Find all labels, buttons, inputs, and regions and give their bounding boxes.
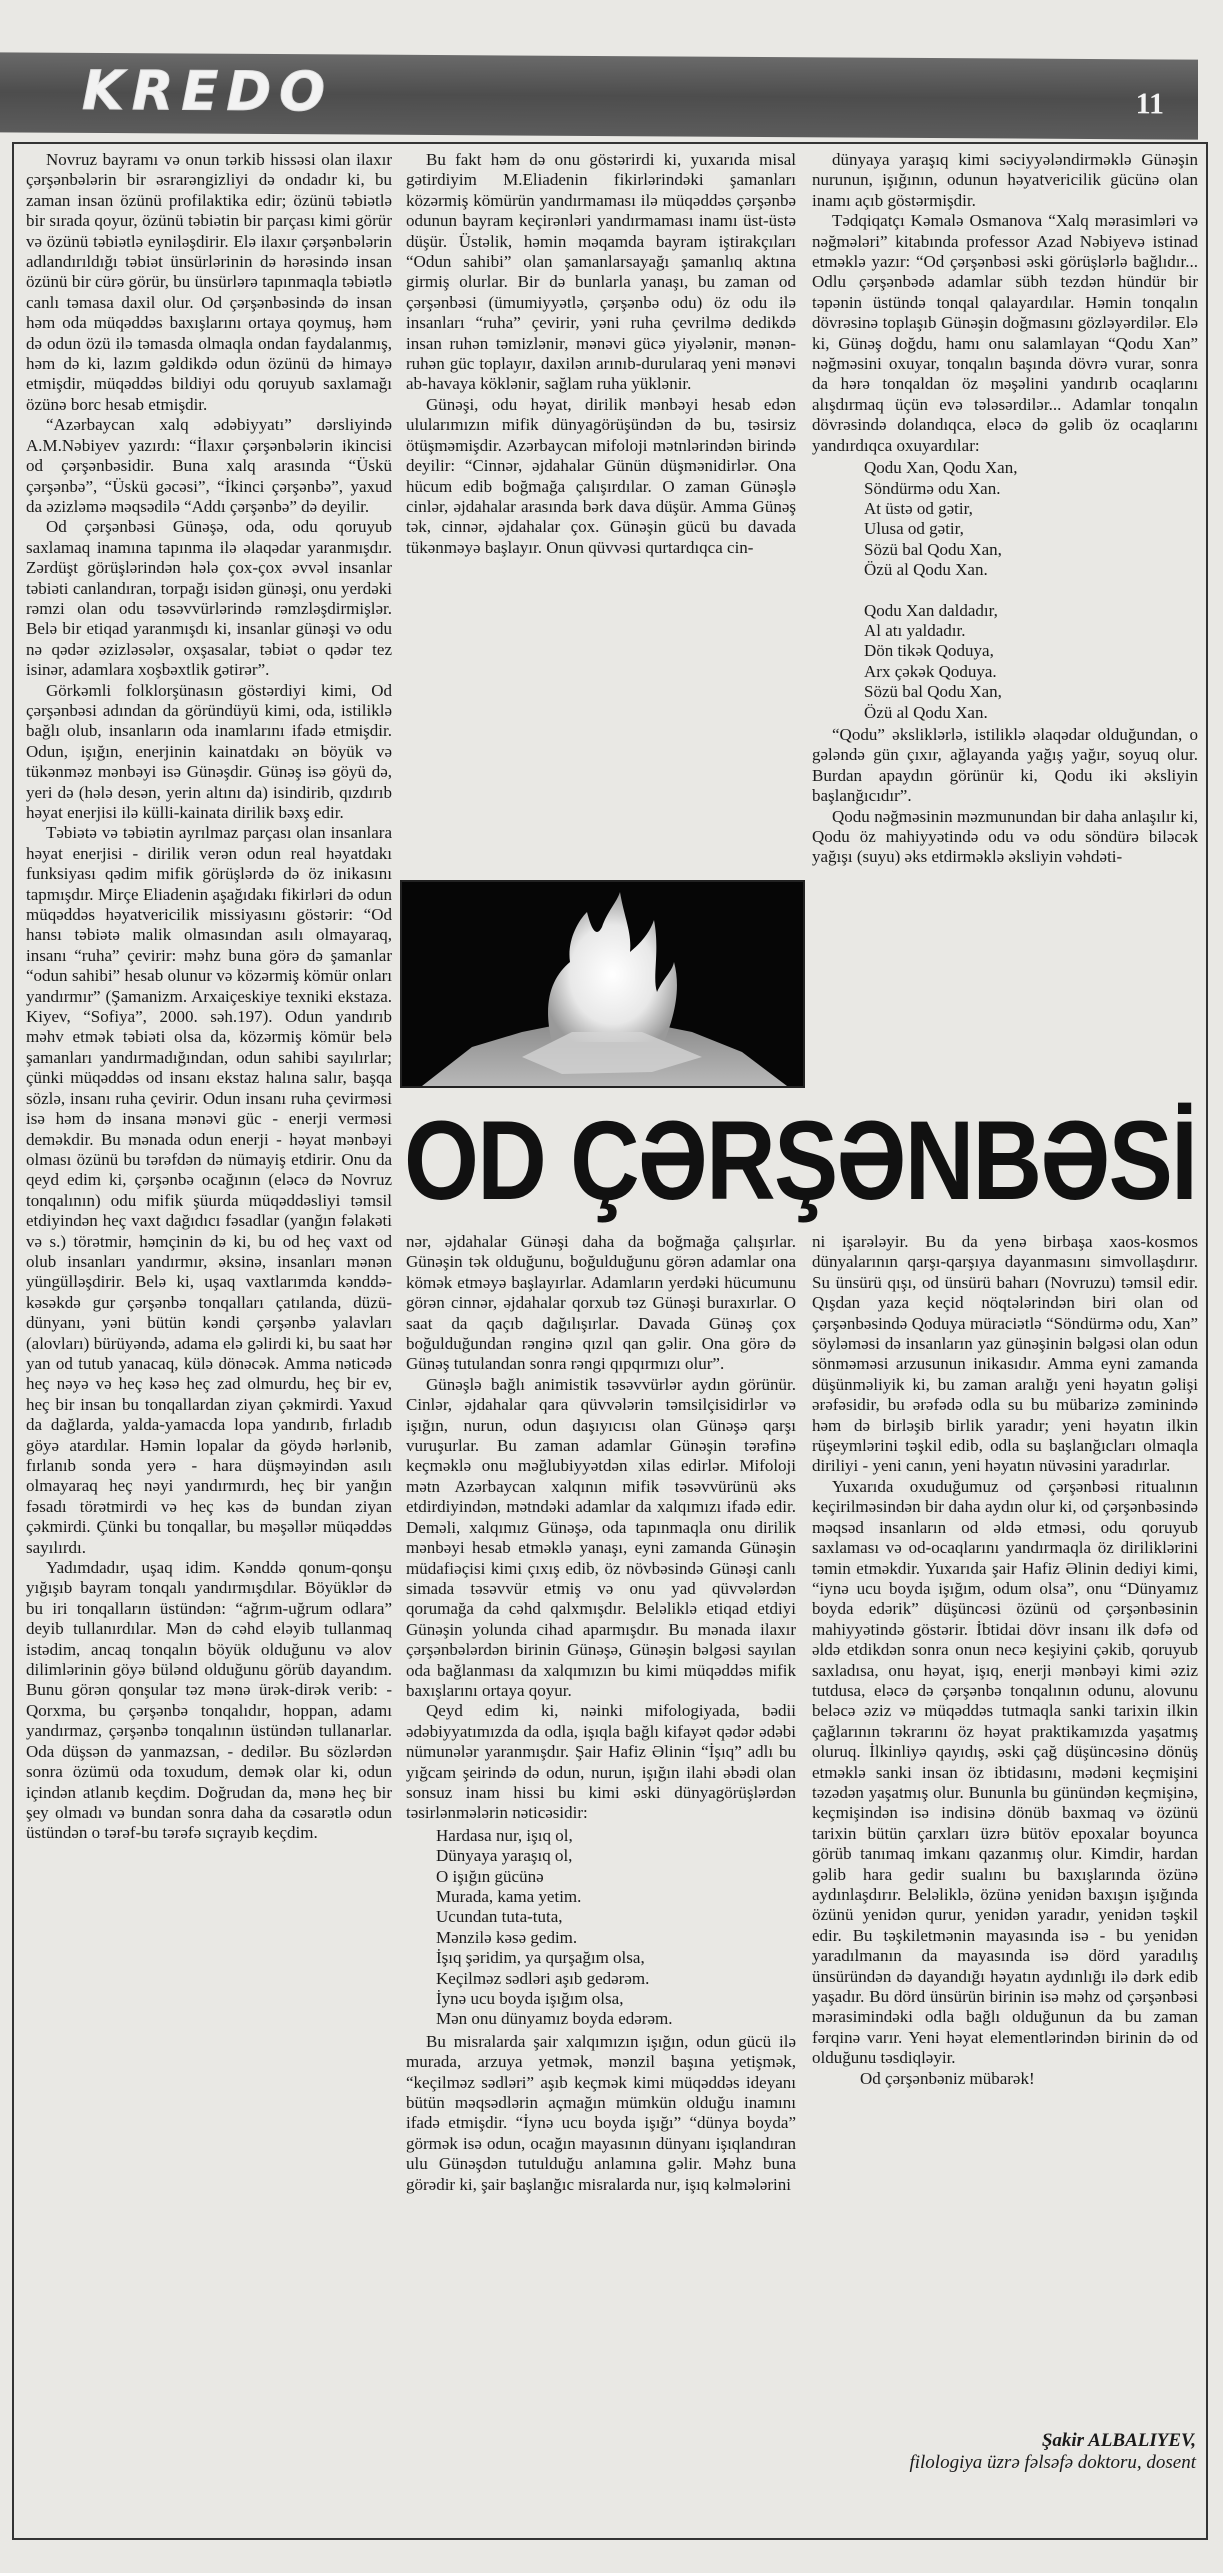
poem-line: Mən onu dünyamız boyda edərəm. [436,2009,673,2029]
fire-image [402,882,803,1086]
poem-line: Qodu Xan daldadır, [864,600,998,620]
paragraph: Tədqiqatçı Kəmalə Osmanova “Xalq mərasimləri və nəğmələri” kitabında professor Azad Nəbiyevə istinad etməklə yazır: “Od çərşənbəsi əski görüşlərlə bağlıdır... Odlu çərşənbədə adamlar sübh tezdən hündür bir təpənin üstündə tonqal qalayardılar. Həmin tonqalın dövrəsinə toplaşıb Günəşin doğmasını gözləyərdilər. Elə ki, Günəş doğdu, hamı onu salamlayan “Qodu Xan” nəğməsini oxuyar, tonqalın başında dövrə vurar, sonra da hərə tonqaldan öz məşəlini yandırıb ocaqlarını alışdırmaq üçün evə tələsərdilər... Adamlar tonqalın dövrəsində dolandıqca, eləcə də gəlib öz ocaqlarını yandırdıqca oxuyardılar: [812,211,1198,455]
author-title: filologiya üzrə fəlsəfə doktoru, dosent [909,2452,1196,2473]
article-column-right-bottom [812,1232,1198,2427]
section-masthead [0,52,1198,139]
paragraph: Od çərşənbəsi Günəşə, oda, odu qoruyub saxlamaq inamına tapınma ilə əlaqədar yaranmışdır. Zərdüşt görüşlərindən hələ çox-çox əvvəl insanlar təbiəti canlandıran, torpağı isidən günəşi, onu yerdəki rəmzi olan odu təsəvvürlərində rəmzləşdirmişlər. Belə bir etiqad yaranmışdı ki, insanlar günəşi və odu nə qədər əzizləsələr, oxşasalar, təbiət o qədər tez isinər, adamlara xoşbəxtlik gətirər”. [26,517,392,680]
closing-greeting: Od çərşənbəniz mübarək! [860,2068,1035,2088]
poem-line: Al atı yaldadır. [864,620,966,640]
paragraph: ni işarələyir. Bu da yenə birbaşa xaos-kosmos dünyalarının qarşı-qarşıya dayanmasını simvollaşdırır. Su ünsürü qışı, od ünsürü baharı (Novruzu) təmsil edir. Qışdan yaza keçid nöqtələrindən biri olan od çərşənbəsində Qoduya müraciətlə “Söndürmə odu, Xan” söyləməsi də insanların yaz günəşinin bəlgəsi olan odun sönməməsi arzusunun inikasıdır. Amma eyni zamanda düşünməliyik ki, bu zaman aralığı yeni həyatın gəlişi ərəfəsidir, bu ərəfədə odla su bu mübarizə zəminində həm də birləşib birlik yaradır; yeni həyatın ilkin rüşeymlərini təşkil edib, odla su başlanğıcları olmaqla diriliyi - yeni canın, yeni həyatın nüvəsini yaradırlar. [812,1232,1198,1476]
author-name: Şakir ALBALIYEV, [1041,2430,1196,2451]
poem-line: Dünyaya yaraşıq ol, [436,1846,573,1866]
paragraph: “Azərbaycan xalq ədəbiyyatı” dərsliyində A.M.Nəbiyev yazırdı: “İlaxır çərşənbələrin ikincisi od çərşənbəsidir. Buna xalq arasında “Üskü çərşənbə”, “Üskü gəcəsi”, “İkinci çərşənbə”, yaxud da əzizləmə məqsədilə “Addı çərşənbə” də deyilir. [26,415,392,516]
poem-line: Özü al Qodu Xan. [864,702,988,722]
poem-line: Dön tikək Qoduya, [864,641,994,661]
article-column-middle-bottom [406,1232,796,2532]
poem-line: O işığın gücünə [436,1866,544,1886]
poem-line: Sözü bal Qodu Xan, [864,539,1002,559]
paragraph: Novruz bayramı və onun tərkib hissəsi olan ilaxır çərşənbələrin bir əsrarəngizliyi də ondadır ki, bu zaman insan özünü profilaktika edir; özünü təbiətlə bir sırada qoyur, özünü təbiətin bir parçası kimi görür və özünü təbiətlə eyniləşdirir. Elə ilaxır çərşənbələrin adlandırıldığı təbiət ünsürlərinin də hərəsində insan özünü bir cürə görür, bu ünsürlərə tapınmaqla təbiətlə canlı təmasa daxil olur. Od çərşənbəsində də insan həm oda müqəddəs baxışlarını ortaya qoymuş, həm də odun özü ilə təmasda olmaqla ondan faydalanmış, həm də ki, lazım gəldikdə odun özünü də himayə etmişdir, müqəddəs bildiyi odu qoruyub saxlamağı özünə borc hesab etmişdir. [26,150,392,414]
paragraph: Günəşi, odu həyat, dirilik mənbəyi hesab edən ulularımızın mifik dünyagörüşündən də bu, təsirsiz ötüşməmişdir. Azərbaycan mifoloji mətnlərindən birində deyilir: “Cinnər, əjdahalar Günün düşmənidirlər. Ona hücum edib boğmağa çalışırdılar. O zaman Günəşlə cinlər, əjdahalar arasında bərk dava düşür. Amma Günəş tək, cinnər, əjdahalar çox. Günəşin gücü bu davada tükənməyə başlayır. Onun qüvvəsi qurtardıqca cin- [406,394,796,557]
poem-line: Keçilməz sədləri aşıb gedərəm. [436,1968,650,1988]
poem-line: Ulusa od gətir, [864,519,964,539]
poem-line: Hardasa nur, işıq ol, [436,1825,573,1845]
paragraph: dünyaya yaraşıq kimi səciyyələndirməklə Günəşin nurunun, işığının, odunun həyatvericilik gücünə olan inamı açıb göstərmişdir. [812,150,1198,210]
poem-line: Özü al Qodu Xan. [864,560,988,580]
poem-stanza [864,601,1198,723]
paragraph: Qodu nəğməsinin məzmunundan bir daha anlaşılır ki, Qodu öz mahiyyətində odu və odu söndürə biləcək yağışı (suyu) əks etdirməklə əksliyin vəhdəti- [812,806,1198,867]
bonfire-photo [400,880,805,1088]
poem [436,1826,796,2030]
poem-line: Ucundan tuta-tuta, [436,1907,563,1927]
article-column-middle-top [406,150,796,875]
poem-line: At üstə od gətir, [864,498,973,518]
poem-line: İynə ucu boyda işığım olsa, [436,1989,624,2009]
paragraph: Bu misralarda şair xalqımızın işığın, odun gücü ilə murada, arzuya yetmək, mənzil başına yetişmək, “keçilməz sədləri” aşıb keçmək kimi müqəddəs ideyanı bütün məqsədlərin açmağın mümkün olduğu inamını ifadə etmişdir. “İynə ucu boyda işığı” “dünya boyda” görmək isə odun, ocağın mayasının dünyanı işıqlandıran ulu Günəşdən tutulduğu anlamına gəlir. Məhz buna görədir ki, şair başlanğıc misralarda nur, işıq kəlmələrini [406,2031,796,2194]
poem-line: Mənzilə kəsə gedim. [436,1927,578,1947]
poem-line: Söndürmə odu Xan. [864,478,1001,498]
paragraph: Bu fakt həm də onu göstərirdi ki, yuxarıda misal gətirdiyim M.Eliadenin fikirlərindəki şamanları közərmiş kömürün yandırmaması ilə müqəddəs çərşənbə odunun bayram keçirənləri yandırmaması inamı üst-üstə düşür. Üstəlik, həmin məqamda bayram iştirakçıları “Odun sahibi” olan şamanlarsayağı şamanlıq aktına girmiş olurlar. Bir də bunlarla yanaşı, bu zaman od çərşənbəsi (ümumiyyətlə, çərşənbə odu) öz odu ilə insanları “ruha” çevirir, yəni ruha çevrilmə dedikdə insan ruhən təmizlənir, mənəvi gücə yiyələnir, mənən-ruhən güc toplayır, daxilən arınıb-durularaq yeni mənəvi ab-havaya köklənir, sağlam ruha yüklənir. [406,150,796,394]
article-column-right-top [812,150,1198,1095]
paragraph: Görkəmli folklorşünasın göstərdiyi kimi, Od çərşənbəsi adından da göründüyü kimi, oda, istiliklə bağlı olub, insanların oda inamlarını ifadə etmişdir. Odun, işığın, enerjinin kainatdakı ən böyük və tükənməz mənbəyi isə Günəşdir. Günəş isə göyü də, yeri də (hələ desən, yerin altını da) isindirib, qızdırıb həyat enerjisi ilə külli-kainata dirilik bəxş edir. [26,680,392,822]
poem-line: Qodu Xan, Qodu Xan, [864,458,1018,478]
article-column-left [26,150,392,2535]
section-title: KREDO [82,58,334,124]
poem-stanza [864,458,1198,580]
paragraph: Yuxarıda oxuduğumuz od çərşənbəsi ritualının keçirilməsindən bir daha aydın olur ki, od çərşənbəsində məqsəd insanların od əldə etməsi, odu qoruyub saxlaması və od-ocaqlarını yandırmaqla öz diriliklərini təmin etməkdir. Yuxarıda şair Hafiz Əlinin dediyi kimi, “iynə ucu boyda işığım, odum olsa”, onu “Dünyamız boyda edərik” düşüncəsi özünü od çərşənbəsinin mahiyyətində göstərir. İbtidai dövr insanı ilk dəfə od əldə etdikdən sonra onun necə keşiyini çəkib, qoruyub saxladısa, onu həyat, işıq, enerji mənbəyi kimi əziz tutdusa, eləcə də çərşənbə tonqalının odunu, alovunu beləcə əziz və müqəddəs tutmaqla sanki tarixin ilkin çağlarının təkrarını öz həyat praktikamızda yaşatmış oluruq. İlkinliyə qayıdış, əski çağ düşüncəsinə dönüş etməklə sanki insan öz ibtidasını, mədəni keçmişini təzədən yaşatmış olur. Bununla bu günündən keçmişinə, keçmişindən isə indisinə dönüb baxmaq və özünü tarixin bütün çarxları üzrə bütöv epoxalar boyunca görüb tanımaq imkanı qazanmış olur. Kimdir, hardan gəlib hara gedir sualını bu baxışlarında özünə aydınlaşdırır. Beləliklə, özünə yenidən baxışın işığında özünü yenidən qurur, yenidən yaradır, yenidən təşkil edir. Bu təşkiletmənin mayasında isə - bu yenidən yaradılmanın da mayasında isə dörd yaradılış ünsüründən də dayandığı həyatın aydınlığı ilə dərk edib yaşadır. Bu dörd ünsürün birinin isə məhz od çərşənbəsi mərasimindəki odla bağlı olduğunun da bu zaman fərqinə varır. Yeni həyat elementlərindən birinin də od olduğunu təsdiqləyir. [812,1476,1198,2068]
paragraph: nər, əjdahalar Günəşi daha da boğmağa çalışırlar. Günəşin tək olduğunu, boğulduğunu görən adamlar ona kömək etməyə başlayırlar. Adamların yerdəki hücumunu görən cinnər, əjdahalar qorxub təz Günəşi buraxırlar. O saat da qaçıb dağılışırlar. Davada Günəş çox boğulduğundan rənginə qızıl qan gəlir. Ona görə də Günəş tutulandan sonra rəngi qıpqırmızı olur”. [406,1232,796,1374]
poem-line: Arx çəkək Qoduya. [864,661,997,681]
poem-line: Sözü bal Qodu Xan, [864,682,1002,702]
page-number: 11 [1135,87,1164,121]
poem-line: İşıq şəridim, ya qurşağım olsa, [436,1948,645,1968]
article-headline: OD ÇƏRŞƏNBƏSİ [404,1098,1197,1223]
poem-line: Murada, kama yetim. [436,1887,582,1906]
author-signature [810,2430,1196,2474]
paragraph: Təbiətə və təbiətin ayrılmaz parçası olan insanlara həyat enerjisi - dirilik verən odun real həyatdakı funksiyası qədim mifik görüşlərdə də öz inikasını tapmışdır. Mirçe Eliadenin aşağıdakı fikirləri də odun müqəddəs həyatvericilik missiyasını göstərir: “Od hansı təbiətə malik olmasından asılı olmayaraq, insanı “ruha” çevirir: məhz buna görə də şamanlar “odun sahibi” hesab olunur və közərmiş kömür onları yandırmır” (Şamanizm. Arxaiçeskiye texniki ekstaza. Kiyev, “Sofiya”, 2000. səh.197). Odun yandırıb məhv etmək təbiəti olsa da, közərmiş kömür belə şamanları yandırmadığından, odun sahibi sayılırlar; çünki müqəddəs od insanı ekstaz halına salır, başqa sözlə, insanı ruha çevirir. Odun insanı ruha çevirməsi isə həm də insana mənəvi güc - enerji verməsi deməkdir. Bu mənada odun enerji - həyat mənbəyi olması özünü bu tərəfdən də nümayiş etdirir. Onu da qeyd edim ki, çərşənbə ocağının (eləcə də Novruz tonqalının) odu mifik şüurda müqəddəsliyi təmsil etdiyindən heç vaxt dağıdıcı fəsadlar (yanğın fəlakəti və s.) törətmir, həmçinin də ki, bu od heç vaxt od olub insanları yandırmır, əksinə, insanları mənən yüngülləşdirir. Belə ki, uşaq vaxtlarımda kənddə-kəsəkdə gur çərşənbə tonqalları çatılanda, düzü-dünyanı, yəni bütün kəndi çərşənbə yalavları (alovları) bürüyəndə, adama elə gəlirdi ki, bu saat hər yan od tutub yanacaq, külə dönəcək. Amma nəticədə heç nəyə və heç kəsə heç zad olmurdu, heç bir ev, heç bir insan bu tonqallardan ziyan çəkmirdi. Yaxud da dağlarda, yalda-yamacda lopa yandırıb, fırladıb göyə atardılar. Həmin lopalar da göydə hərlənib, fırlanıb sonda yerə - hara düşməyindən asılı olmayaraq heç nəyi yandırmırdı, heç bir yanğın fəsadı törətmirdi və heç kəs də bundan ziyan çəkmirdi. Çünki bu tonqallar, bu məşəllər müqəddəs sayılırdı. [26,823,392,1557]
paragraph: Günəşlə bağlı animistik təsəvvürlər aydın görünür. Cinlər, əjdahalar qara qüvvələrin təmsilçisidirlər və işığın, nurun, odun daşıyıcısı olan Günəşə qarşı vuruşurlar. Bu zaman adamlar Günəşin tərəfinə keçməklə onu məğlubiyyətdən xilas edirlər. Mifoloji mətn Azərbaycan xalqının mifik təsəvvürünü əks etdirdiyindən, mətndəki adamlar da xalqımızı ifadə edir. Deməli, xalqımız Günəşə, oda tapınmaqla onu dirilik mənbəyi hesab etməklə yanaşı, eyni zamanda Günəşin müdafiəçisi kimi çıxış edib, öz növbəsində Günəşi canlı simada təsəvvür etmiş və onu yad qüvvələrdən qorumağa da cəhd qalxmışdır. Beləliklə etiqad etdiyi Günəşin yolunda cihad aparmışdır. Bu mənada ilaxır çərşənbələrdən birinin Günəşə, Günəşin bəlgəsi sayılan oda bağlanması da xalqımızın bu kimi müqəddəs mifik baxışlarını ortaya qoyur. [406,1374,796,1700]
paragraph: “Qodu” əksliklərlə, istiliklə əlaqədar olduğundan, o gələndə gün çıxır, ağlayanda yağış yağır, soyuq olur. Burdan apaydın görünür ki, Qodu iki əksliyin başlanğıcıdır”. [812,724,1198,806]
paragraph: Qeyd edim ki, nəinki mifologiyada, bədii ədəbiyyatımızda da odla, işıqla bağlı kifayət qədər ədəbi nümunələr yaranmışdır. Şair Hafiz Əlinin “İşıq” adlı bu yığcam şeirində də odun, nurun, işığın ilahi əbədi olan sonsuz inam hissi bu kimi əski dünyagörüşlərdən təsirlənmələrin nəticəsidir: [406,1701,796,1823]
paragraph: Yadımdadır, uşaq idim. Kənddə qonum-qonşu yığışıb bayram tonqalı yandırmışdılar. Böyüklər də bu iri tonqalların üstündən: “ağrım-uğrum odlara” deyib tullanırdılar. Mən də cəhd eləyib tullanmaq istədim, ancaq tonqalın böyük olduğunu və alov dilimlərinin göyə bülənd olduğunu görüb dayandım. Bunu görən qonşular təz mənə ürək-dirək verib: - Qorxma, bu çərşənbə tonqalıdır, hoppan, adamı yandırmaz, çərşənbə tonqalının üstündən tullanarlar. Oda düşsən də yanmazsan, - dedilər. Bu sözlərdən sonra özümü oda toxudum, demək olar ki, odun içindən atlanıb keçdim. Doğrudan da, mənə heç bir şey olmadı və bundan sonra daha da cəsarətlə odun üstündən o tərəf-bu tərəfə sıçrayıb keçdim. [26,1558,392,1843]
